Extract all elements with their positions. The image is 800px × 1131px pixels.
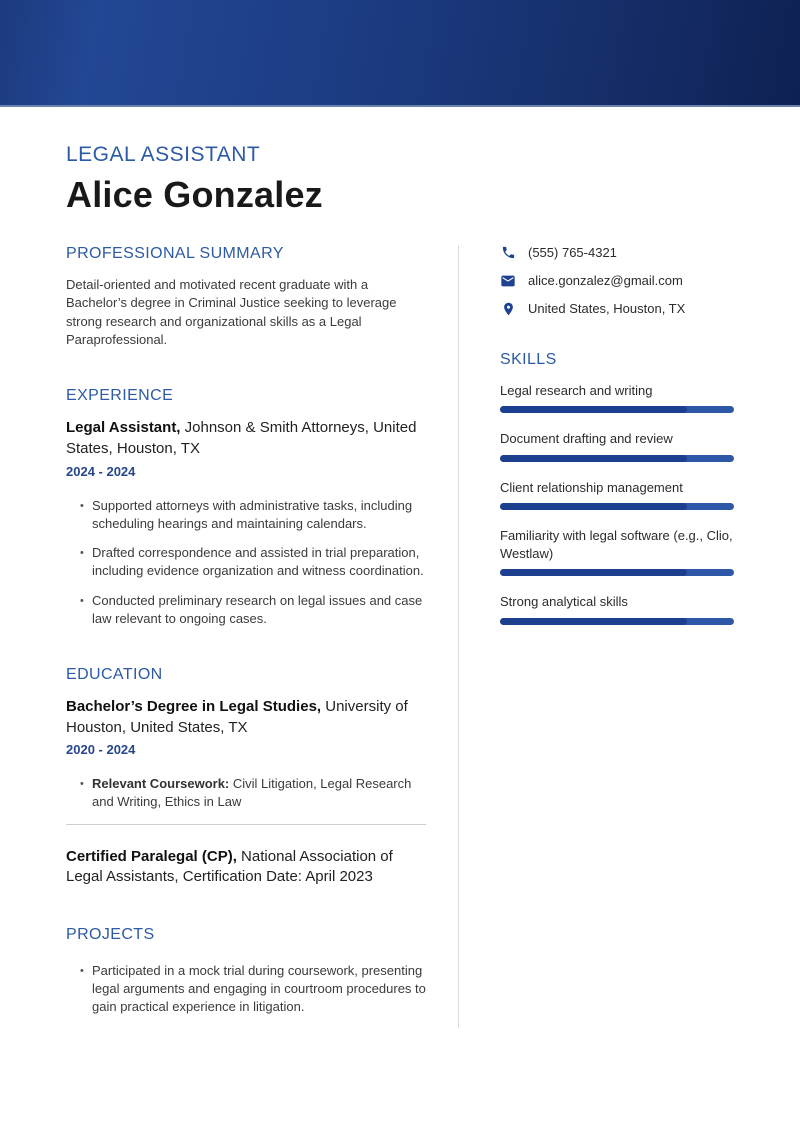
skill-bar bbox=[500, 406, 734, 413]
section-projects bbox=[66, 926, 426, 1017]
education-divider bbox=[66, 824, 426, 825]
person-name: Alice Gonzalez bbox=[66, 174, 323, 215]
job-role: Legal Assistant, bbox=[66, 419, 181, 437]
bullet-text: • Conducted preliminary research on legal issues and case law relevant to ongoing cases. bbox=[92, 592, 423, 626]
summary-text: Detail-oriented and motivated recent graduate with a Bachelor’s degree in Criminal Justice seeking to leverage strong research and organizational skills as a Legal Paraprofessional. bbox=[66, 276, 397, 347]
education-heading: EDUCATION bbox=[66, 665, 163, 683]
skill-bar-fill bbox=[500, 569, 687, 576]
section-skills bbox=[500, 351, 734, 625]
section-education bbox=[66, 666, 426, 888]
skill-bar bbox=[500, 455, 734, 462]
education-bullets bbox=[66, 775, 426, 811]
location-pin-icon bbox=[500, 301, 516, 317]
experience-bullet bbox=[66, 592, 426, 628]
columns bbox=[66, 245, 734, 1028]
resume-content bbox=[0, 107, 800, 1028]
email-icon bbox=[500, 273, 516, 289]
skill-bar bbox=[500, 503, 734, 510]
degree-name: Bachelor’s Degree in Legal Studies, bbox=[66, 697, 322, 715]
projects-bullets bbox=[66, 962, 426, 1017]
experience-bullet bbox=[66, 497, 426, 533]
education-bullet bbox=[66, 775, 426, 811]
certification-name: Certified Paralegal (CP), bbox=[66, 847, 237, 865]
skill-bar-fill bbox=[500, 618, 687, 625]
skill-item bbox=[500, 479, 734, 511]
header-band bbox=[0, 0, 800, 107]
skill-label: Client relationship management bbox=[500, 479, 683, 495]
skill-label: Legal research and writing bbox=[500, 382, 653, 398]
right-column bbox=[500, 245, 734, 1028]
phone-number: (555) 765-4321 bbox=[528, 245, 617, 261]
skills-heading: SKILLS bbox=[500, 350, 557, 368]
job-title: LEGAL ASSISTANT bbox=[66, 143, 261, 166]
certification-line bbox=[66, 847, 426, 888]
experience-bullet bbox=[66, 544, 426, 580]
skill-bar-fill bbox=[500, 503, 687, 510]
certification-details: National Association of Legal Assistants, Certification Date: April 2023 bbox=[66, 847, 393, 886]
skill-bar bbox=[500, 618, 734, 625]
skill-label: Familiarity with legal software (e.g., Clio, Westlaw) bbox=[500, 528, 733, 561]
bullet-text: • Supported attorneys with administrative tasks, including scheduling hearings and maintaining calendars. bbox=[92, 497, 413, 531]
degree-line bbox=[66, 697, 426, 738]
skill-item bbox=[500, 593, 734, 625]
contact-location-row bbox=[500, 301, 734, 317]
experience-heading: EXPERIENCE bbox=[66, 387, 174, 405]
coursework-label: Relevant Coursework: bbox=[92, 776, 230, 792]
project-bullet bbox=[66, 962, 426, 1017]
skill-bar bbox=[500, 569, 734, 576]
bullet-text: • Participated in a mock trial during coursework, presenting legal arguments and engaging in courtroom procedures to gain practical experience in litigation. bbox=[92, 963, 426, 1015]
degree-school: University of Houston, United States, TX bbox=[66, 697, 408, 736]
skill-item bbox=[500, 382, 734, 414]
summary-heading: PROFESSIONAL SUMMARY bbox=[66, 244, 284, 262]
phone-icon bbox=[500, 245, 516, 261]
job-company: Johnson & Smith Attorneys, United States, Houston, TX bbox=[66, 419, 417, 458]
coursework-text: Civil Litigation, Legal Research and Writing, Ethics in Law bbox=[92, 776, 412, 810]
skill-bar-fill bbox=[500, 406, 687, 413]
education-dates: 2020 - 2024 bbox=[66, 742, 136, 758]
section-experience bbox=[66, 387, 426, 628]
skill-bar-fill bbox=[500, 455, 687, 462]
location-text: United States, Houston, TX bbox=[528, 301, 686, 317]
projects-heading: PROJECTS bbox=[66, 926, 155, 944]
job-dates: 2024 - 2024 bbox=[66, 463, 136, 479]
job-title-line bbox=[66, 418, 426, 459]
skill-label: Document drafting and review bbox=[500, 431, 673, 447]
bullet-text: • Drafted correspondence and assisted in trial preparation, including evidence organization and witness coordination. bbox=[92, 545, 424, 579]
section-professional-summary bbox=[66, 245, 426, 350]
email-address: alice.gonzalez@gmail.com bbox=[528, 273, 683, 289]
bullet-text bbox=[92, 775, 426, 811]
column-divider bbox=[458, 245, 459, 1028]
skill-item bbox=[500, 430, 734, 462]
skill-label: Strong analytical skills bbox=[500, 594, 628, 610]
skill-item bbox=[500, 527, 734, 576]
experience-bullets bbox=[66, 497, 426, 628]
left-column bbox=[66, 245, 426, 1028]
contact-phone-row bbox=[500, 245, 734, 261]
contact-email-row bbox=[500, 273, 734, 289]
